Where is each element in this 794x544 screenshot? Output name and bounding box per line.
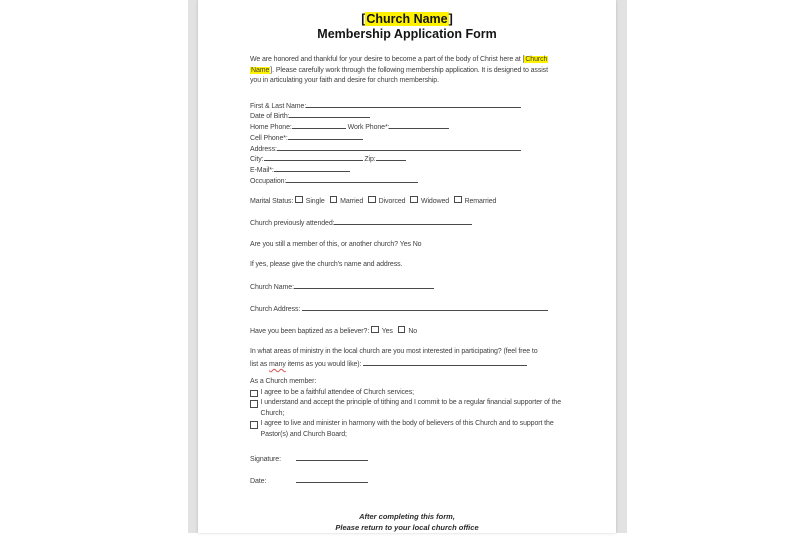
- baptized-no-label: No: [408, 327, 418, 335]
- question-text: list as: [250, 360, 270, 368]
- checkbox-icon: [295, 196, 303, 204]
- baptized-question: [250, 326, 564, 338]
- blank-line: [363, 358, 527, 366]
- field-label: Date of Birth:: [250, 113, 290, 121]
- blank-line: [286, 175, 418, 183]
- if-yes-instruction: [250, 260, 564, 271]
- baptized-yes-label: Yes: [381, 327, 393, 335]
- marital-option-divorced: Divorced: [378, 197, 406, 205]
- document-preview-background: [188, 0, 627, 533]
- agreement-text: I agree to live and minister in harmony with the body of believers of this Church and to support the Pastor(s) and Church Board;: [260, 420, 554, 438]
- field-label: Address:: [250, 145, 277, 153]
- agreement-text: I understand and accept the principle of tithing and I commit to be a regular financial supporter of the Church;: [260, 399, 562, 417]
- field-date-of-birth: [250, 110, 564, 121]
- blank-line: [376, 153, 406, 161]
- instruction-text: If yes, please give the church's name and address.: [250, 261, 403, 269]
- document-content: [250, 12, 564, 533]
- ministry-question-line2: [250, 358, 564, 371]
- date-row: [250, 475, 564, 488]
- checkbox-icon: [410, 196, 418, 204]
- field-label: Marital Status:: [250, 197, 294, 205]
- agreement-item: [250, 419, 564, 440]
- spellcheck-word: many: [269, 360, 286, 368]
- field-label: Home Phone:: [250, 124, 292, 132]
- field-cell-phone: [250, 132, 564, 143]
- field-label: Occupation:: [250, 178, 287, 186]
- question-text: items as you would like):: [285, 360, 362, 368]
- yes-no-answers: Yes No: [399, 240, 422, 248]
- checkbox-icon: [330, 196, 338, 204]
- field-label: Cell Phone*:: [250, 134, 288, 142]
- agreement-item: [250, 388, 564, 399]
- blank-line: [294, 281, 434, 289]
- blank-line: [334, 217, 472, 225]
- intro-line2: ]. Please carefully work through the following membership application. It is designed to assist: [270, 66, 548, 74]
- blank-line: [264, 153, 363, 161]
- field-city-zip: [250, 153, 564, 164]
- agreement-item: [250, 398, 564, 419]
- agreement-text: I agree to be a faithful attendee of Church services;: [260, 388, 414, 396]
- membership-heading: As a Church member:: [250, 378, 317, 386]
- field-label: Church Name:: [250, 283, 294, 291]
- field-label: Work Phone*:: [347, 124, 390, 132]
- footer-line2: Please return to your local church office: [335, 523, 479, 533]
- membership-commitments: [250, 377, 564, 440]
- document-subtitle: Membership Application Form: [317, 27, 497, 41]
- checkbox-icon: [250, 390, 258, 398]
- marital-option-married: Married: [340, 197, 364, 205]
- blank-line: [389, 121, 449, 129]
- checkbox-icon: [250, 421, 258, 429]
- blank-line: [292, 121, 346, 129]
- date-line: [296, 475, 368, 483]
- checkbox-icon: [398, 326, 406, 334]
- title-bracket-open: [: [361, 12, 366, 26]
- personal-info-fields: [250, 100, 564, 186]
- title-bracket-close: ]: [448, 12, 453, 26]
- question-text: Are you still a member of this, or another church?: [250, 240, 398, 248]
- field-occupation: [250, 175, 564, 186]
- document-page: [198, 0, 616, 533]
- field-first-last-name: [250, 100, 564, 111]
- footer-note: [250, 511, 564, 533]
- title-church-name-highlight: Church Name: [366, 12, 448, 26]
- field-email: [250, 164, 564, 175]
- field-label: Signature:: [250, 456, 281, 464]
- still-member-question: [250, 240, 564, 251]
- blank-line: [302, 303, 548, 311]
- intro-paragraph: [250, 55, 564, 87]
- document-title: [250, 12, 564, 27]
- question-text: Have you been baptized as a believer?:: [250, 327, 370, 335]
- intro-line1: We are honored and thankful for your desire to become a part of the body of Christ here at [: [250, 56, 525, 63]
- field-label: City:: [250, 156, 264, 164]
- checkbox-icon: [368, 196, 376, 204]
- intro-church-highlight: Church: [525, 56, 548, 63]
- field-label: Church Address:: [250, 306, 301, 314]
- blank-line: [288, 132, 363, 140]
- field-label: Date:: [250, 477, 267, 485]
- field-address: [250, 143, 564, 154]
- blank-line: [277, 143, 521, 151]
- marital-option-single: Single: [305, 197, 325, 205]
- marital-option-remarried: Remarried: [464, 197, 497, 205]
- signature-row: [250, 453, 564, 466]
- blank-line: [289, 110, 370, 118]
- footer-line1: After completing this form,: [359, 512, 455, 522]
- church-address-row: [250, 303, 564, 316]
- church-name-row: [250, 281, 564, 294]
- field-label: First & Last Name:: [250, 102, 307, 110]
- checkbox-icon: [454, 196, 462, 204]
- checkbox-icon: [250, 400, 258, 408]
- signature-line: [296, 453, 368, 461]
- previously-attended-row: [250, 217, 564, 230]
- field-label: Zip:: [364, 156, 376, 164]
- intro-name-highlight: Name: [251, 66, 270, 74]
- ministry-question-line1: In what areas of ministry in the local church are you most interested in participating? (feel free to: [250, 348, 538, 356]
- blank-line: [274, 164, 350, 172]
- ministry-question: [250, 347, 564, 370]
- marital-status-row: [250, 196, 564, 208]
- field-home-work-phone: [250, 121, 564, 132]
- checkbox-icon: [371, 326, 379, 334]
- intro-line3: you in articulating your faith and desire for church membership.: [250, 77, 439, 84]
- field-label: Church previously attended:: [250, 220, 335, 228]
- marital-option-widowed: Widowed: [420, 197, 450, 205]
- field-label: E-Mail*:: [250, 167, 274, 175]
- blank-line: [306, 100, 521, 108]
